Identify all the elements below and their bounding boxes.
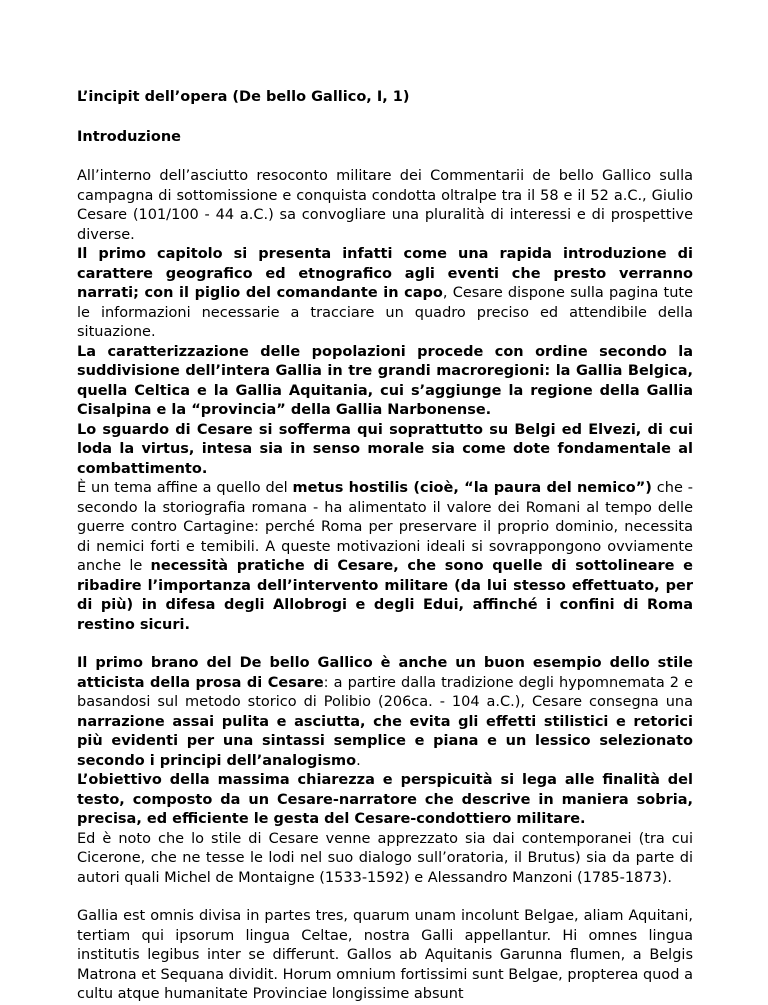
paragraph-belgi-elvezi bbox=[77, 421, 693, 480]
bold-text: metus hostilis (cioè, “la paura del nemico”) bbox=[292, 480, 652, 496]
paragraph-objective bbox=[77, 771, 693, 830]
bold-text: L’obiettivo della massima chiarezza e perspicuità si lega alle finalità del testo, composto da un Cesare-narratore che descrive in maniera sobria, precisa, ed efficiente le gesta del Cesare-condottiero militare. bbox=[77, 772, 693, 827]
document-page bbox=[77, 50, 693, 1005]
paragraph-text: Gallia est omnis divisa in partes tres, quarum unam incolunt Belgae, aliam Aquitani, tertiam qui ipsorum lingua Celtae, nostra Galli appellantur. Hi omnes lingua institutis legibus inter se differunt. Gallos ab Aquitanis Garunna flumen, a Belgis Matrona et Sequana dividit. Horum omnium fortissimi sunt Belgae, propterea quod a cultu atque humanitate Provinciae longissime absunt bbox=[77, 908, 693, 1002]
paragraph-text: All’interno dell’asciutto resoconto militare dei Commentarii de bello Gallico sulla campagna di sottomissione e conquista condotta oltralpe tra il 58 e il 52 a.C., Giulio Cesare (101/100 - 44 a.C.) sa convogliare una pluralità di interessi e di prospettive diverse. bbox=[77, 168, 693, 243]
paragraph-style bbox=[77, 654, 693, 771]
paragraph-first-chapter bbox=[77, 245, 693, 343]
paragraph-intro bbox=[77, 167, 693, 245]
paragraph-latin-text bbox=[77, 907, 693, 1005]
bold-text: Lo sguardo di Cesare si sofferma qui soprattutto su Belgi ed Elvezi, di cui loda la virtus, intesa sia in senso morale sia come dote fondamentale al combattimento. bbox=[77, 421, 693, 477]
bold-text: narrazione assai pulita e asciutta, che evita gli effetti stilistici e retorici più evidenti per una sintassi semplice e piana e un lessico selezionato secondo i principi dell’analogismo bbox=[77, 713, 693, 769]
paragraph-text: È un tema affine a quello del bbox=[77, 480, 293, 496]
paragraph-text: Ed è noto che lo stile di Cesare venne apprezzato sia dai contemporanei (tra cui Cicerone, che ne tesse le lodi nel suo dialogo sull’oratoria, il Brutus) sia da parte di autori quali Michel de Montaigne (1533-1592) e Alessandro Manzoni (1785-1873). bbox=[77, 830, 693, 886]
paragraph-reception bbox=[77, 830, 693, 889]
paragraph-text: che - secondo la storiografia romana - ha alimentato il valore dei Romani al tempo delle guerre contro Cartagine: perché Roma per preservare il proprio dominio, necessita di nemici forti e temibili. A queste motivazioni ideali si sovrappongono ovviamente anche le bbox=[77, 480, 693, 574]
paragraph-text: , Cesare dispone sulla pagina tute le informazioni necessarie a tracciare un quadro preciso ed attendibile della situazione. bbox=[77, 285, 694, 340]
document-title: L’incipit dell’opera (De bello Gallico, I, 1) bbox=[77, 89, 410, 105]
paragraph-text: . bbox=[356, 752, 361, 769]
bold-text: La caratterizzazione delle popolazioni procede con ordine secondo la suddivisione dell’intera Gallia in tre grandi macroregioni: la Gallia Belgica, quella Celtica e la Gallia Aquitania, cui s’aggiunge la regione della Gallia Cisalpina e la “provincia” della Gallia Narbonense. bbox=[77, 343, 693, 418]
paragraph-metus-hostilis bbox=[77, 479, 693, 635]
bold-text: necessità pratiche di Cesare, che sono quelle di sottolineare e ribadire l’importanza dell’intervento militare (da lui stesso effettuato, per di più) in difesa degli Allobrogi e degli Edui, affinché i confini di Roma restino sicuri. bbox=[77, 558, 694, 633]
bold-text: Il primo capitolo si presenta infatti come una rapida introduzione di carattere geografico ed etnografico agli eventi che presto verranno narrati; con il piglio del comandante in capo bbox=[77, 246, 693, 301]
bold-text: Il primo brano del De bello Gallico è anche un buon esempio dello stile atticista della prosa di Cesare bbox=[77, 655, 693, 691]
section-heading: Introduzione bbox=[77, 128, 181, 145]
paragraph-populations bbox=[77, 343, 693, 421]
paragraph-text: : a partire dalla tradizione degli hypomnemata 2 e basandosi sul metodo storico di Polibio (206ca. - 104 a.C.), Cesare consegna una bbox=[77, 674, 693, 710]
